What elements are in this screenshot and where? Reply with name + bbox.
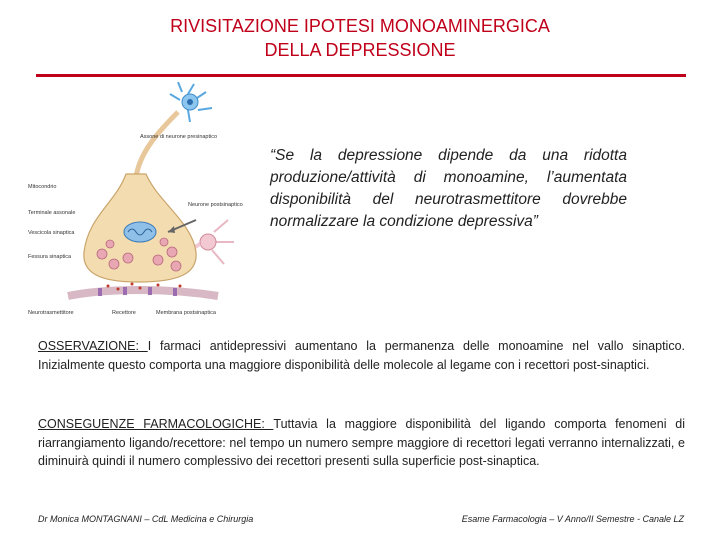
observation-text: I farmaci antidepressivi aumentano la permanenza delle monoamine nel vallo sinaptico. Inizialmente questo comporta una maggiore disponibilità delle molecole al legame con i recettori post-sinaptici. [38, 339, 685, 372]
consequences-label: CONSEGUENZE FARMACOLOGICHE: [38, 417, 274, 431]
title-line-2: DELLA DEPRESSIONE [264, 40, 456, 60]
synapse-figure [28, 82, 248, 322]
mitochondrion-icon [124, 222, 156, 242]
svg-text:Neurotrasmettitore [28, 310, 74, 316]
observation-label: OSSERVAZIONE: [38, 339, 148, 353]
svg-text:Mitocondrio [28, 184, 56, 190]
consequences-text: Tuttavia la maggiore disponibilità del ligando comporta fenomeni di riarrangiamento ligando/recettore: nel tempo un numero sempre maggiore di recettori legati verranno internalizzati, e diminuirà quindi il numero complessivo dei recettori presenti sulla superficie post-sinaptica. [38, 417, 685, 468]
label-axon: Assone di neurone presinaptico [140, 134, 218, 140]
hypothesis-quote: “Se la depressione dipende da una ridotta produzione/attività di monoamine, l’aumentata disponibilità del neurotrasmettitore dovrebbe normalizzare la condizione depressiva” [270, 147, 627, 230]
postsynaptic-membrane-icon [68, 290, 218, 296]
title-line-1: RIVISITAZIONE IPOTESI MONOAMINERGICA [170, 16, 550, 36]
axon-icon [136, 112, 178, 177]
svg-text:Neurone postsinaptico [188, 202, 243, 208]
svg-text:Vescicola sinaptica [28, 230, 75, 236]
observation-paragraph [38, 337, 685, 374]
label-postsynaptic-neuron: Neurone postsinaptico [188, 202, 243, 208]
label-membrane: Membrana postsinaptica [156, 310, 216, 316]
label-cleft: Fessura sinaptica [28, 254, 72, 260]
footer-author: Dr Monica MONTAGNANI – CdL Medicina e Chirurgia [38, 514, 254, 524]
svg-text:Assone di neurone presinaptico [140, 134, 217, 140]
label-mitochondrion: Mitocondrio [28, 184, 57, 190]
footer-course: Esame Farmacologia – V Anno/II Semestre - Canale LZ [461, 514, 684, 524]
svg-text:Fessura sinaptica [28, 254, 72, 260]
label-terminal: Terminale assonale [28, 210, 76, 216]
slide-title [0, 14, 720, 62]
label-neurotransmitter: Neurotrasmettitore [28, 310, 74, 316]
svg-text:Membrana postsinaptica [156, 310, 217, 316]
label-vesicle: Vescicola sinaptica [28, 230, 75, 236]
svg-text:Terminale assonale [28, 210, 75, 216]
svg-text:Recettore [112, 310, 136, 316]
label-receptor: Recettore [112, 310, 136, 316]
consequences-paragraph [38, 415, 685, 471]
title-divider [36, 74, 686, 77]
